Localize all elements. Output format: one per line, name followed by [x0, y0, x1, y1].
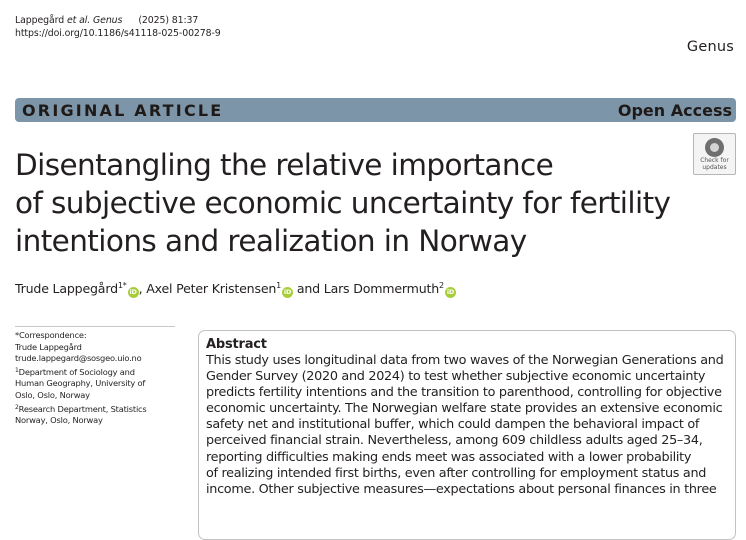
author-affiliation-sup: 1 [276, 281, 282, 290]
affiliation-text: Research Department, Statistics [18, 403, 147, 414]
affiliation-text: Norway, Oslo, Norway [15, 415, 103, 426]
title-line: of subjective economic uncertainty for fertility [15, 186, 671, 220]
orcid-icon[interactable]: iD [129, 288, 137, 296]
affiliation-sup: 2 [15, 403, 19, 411]
orcid-icon[interactable]: iD [446, 288, 455, 296]
abstract-line: predicts fertility intentions and the transition to parenthood, controlling for objective [206, 385, 722, 401]
author-affiliation-sup: 2 [439, 281, 444, 290]
abstract-line: This study uses longitudinal data from two waves of the Norwegian Generations and [206, 353, 724, 368]
affiliation-text: Human Geography, University of [15, 378, 146, 389]
check-for-updates-icon [705, 138, 724, 157]
abstract-line: perceived financial strain. Nevertheless, among 609 childless adults aged 25–34, [206, 433, 703, 449]
abstract-heading: Abstract [206, 337, 267, 352]
abstract-line: Gender Survey (2020 and 2024) to test whether subjective economic uncertainty [206, 369, 706, 385]
correspondence-label: *Correspondence: [15, 330, 87, 340]
author-affiliation-sup: 1* [117, 281, 127, 290]
author-separator: and [293, 281, 324, 296]
citation-line [15, 14, 221, 27]
author-name[interactable]: Trude Lappegård [15, 281, 118, 296]
check-for-updates-line1: Check for [700, 157, 729, 164]
author-separator: , [138, 281, 147, 296]
correspondent-email[interactable]: trude.lappegard@sosgeo.uio.no [15, 353, 142, 364]
abstract-line: income. Other subjective measures—expectations about personal finances in three [206, 481, 717, 497]
abstract-line: safety net and institutional buffer, which could dampen the behavioral impact of [206, 417, 700, 433]
article-type: ORIGINAL ARTICLE [22, 100, 224, 120]
title-line: Disentangling the relative importance [15, 148, 554, 182]
abstract-line: reporting difficulties making ends meet was associated with a lower probability [206, 449, 692, 465]
citation-journal: et al. Genus [66, 15, 123, 26]
article-title [15, 146, 695, 260]
citation-authors: Lappegård [15, 15, 67, 26]
check-for-updates-line2: updates [702, 163, 727, 171]
citation-year: (2025) 81:37 [138, 15, 199, 26]
orcid-icon[interactable]: iD [283, 288, 292, 296]
author-name[interactable]: Axel Peter Kristensen [146, 281, 277, 296]
sidebar-divider [15, 326, 175, 327]
affiliation-sup: 1 [15, 366, 19, 374]
affiliations-sidebar [15, 330, 175, 427]
affiliation-2 [15, 402, 175, 416]
author-list [15, 278, 456, 298]
abstract-line: of realizing intended first births, even after controlling for employment status and [206, 465, 707, 481]
doi-link[interactable]: https://doi.org/10.1186/s41118-025-00278-9 [15, 28, 221, 39]
affiliation-1 [15, 365, 175, 379]
author-name[interactable]: Lars Dommermuth [323, 281, 440, 296]
citation-block [15, 14, 221, 40]
abstract-line: economic uncertainty. The Norwegian welfare state provides an extensive economic [206, 401, 723, 417]
check-for-updates-button[interactable] [693, 133, 736, 175]
correspondent-name: Trude Lappegård [15, 341, 82, 352]
journal-name: Genus [686, 39, 734, 55]
abstract-box [198, 330, 736, 540]
affiliation-text: Oslo, Oslo, Norway [15, 389, 90, 400]
article-banner [15, 98, 736, 122]
affiliation-text: Department of Sociology and [18, 366, 135, 377]
open-access-label: Open Access [617, 100, 732, 120]
title-line: intentions and realization in Norway [15, 224, 527, 258]
